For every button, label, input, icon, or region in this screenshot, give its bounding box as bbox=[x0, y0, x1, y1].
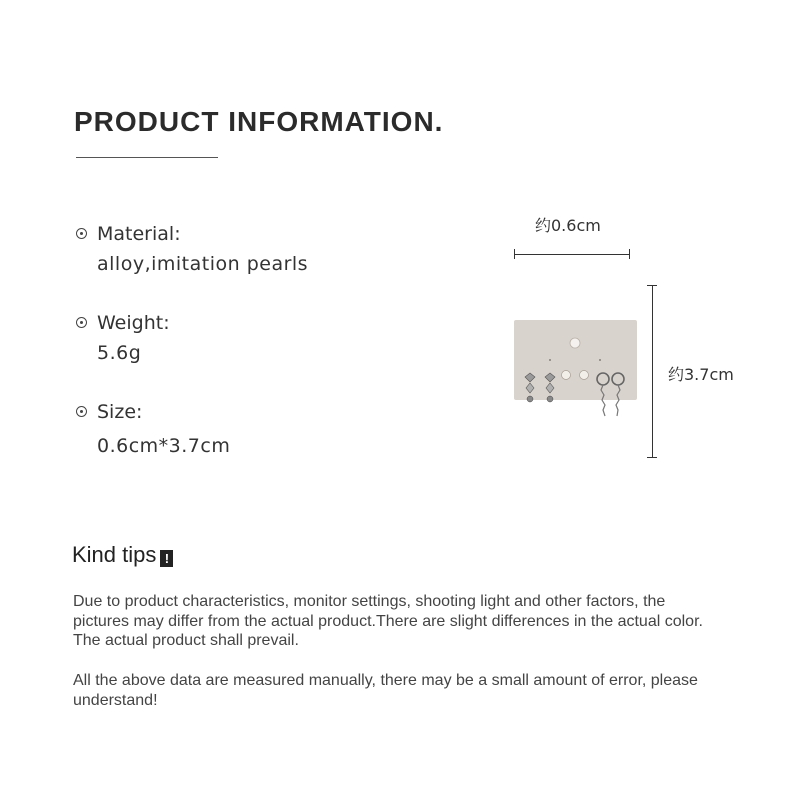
title-underline bbox=[76, 157, 218, 158]
disclaimer-paragraph: Due to product characteristics, monitor settings, shooting light and other factors, the pictures may differ from the actual product.There are slight differences in the actual color. The actual product shall prevail. bbox=[73, 593, 703, 649]
width-dimension-label: 约0.6cm bbox=[535, 216, 601, 235]
kind-tips-title: Kind tips bbox=[72, 542, 157, 567]
warning-icon: ! bbox=[160, 550, 173, 567]
page-title: PRODUCT INFORMATION. bbox=[74, 106, 444, 137]
measurement-note-paragraph: All the above data are measured manually, there may be a small amount of error, please understand! bbox=[73, 672, 698, 709]
spec-label: Material: bbox=[97, 223, 181, 245]
width-dimension-line bbox=[514, 254, 630, 255]
height-dimension-tick bbox=[647, 285, 657, 286]
width-dimension-tick bbox=[514, 249, 515, 259]
spec-value: 5.6g bbox=[97, 342, 142, 364]
spec-value: alloy,imitation pearls bbox=[97, 253, 309, 275]
kind-tips-heading bbox=[72, 542, 173, 568]
height-dimension-line bbox=[652, 285, 653, 457]
bullet-icon bbox=[76, 406, 87, 417]
width-dimension-tick bbox=[629, 249, 630, 259]
bullet-icon bbox=[76, 228, 87, 239]
height-dimension-tick bbox=[647, 457, 657, 458]
earrings-product-image bbox=[505, 315, 645, 430]
spec-label: Weight: bbox=[97, 312, 170, 334]
spec-value: 0.6cm*3.7cm bbox=[97, 435, 231, 457]
spec-label: Size: bbox=[97, 401, 143, 423]
bullet-icon bbox=[76, 317, 87, 328]
height-dimension-label: 约3.7cm bbox=[668, 365, 734, 384]
